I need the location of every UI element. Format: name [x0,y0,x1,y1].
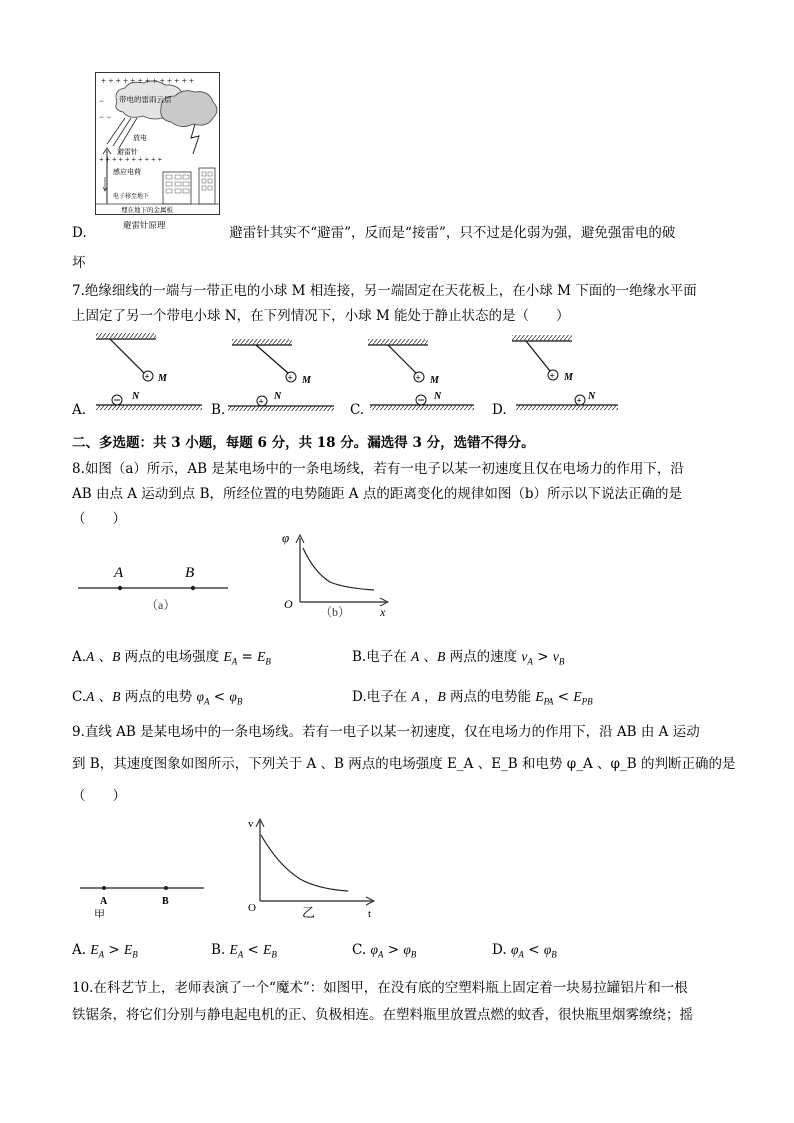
svg-text:B: B [162,896,169,907]
svg-text:A: A [100,896,108,907]
svg-text:O: O [248,902,256,914]
q7-option-b[interactable]: B. [211,402,226,418]
q9-text-line3: （ ） [72,788,126,804]
q7-figure-b [228,339,334,411]
option-d-text-cont: 坏 [72,255,86,271]
svg-text:甲: 甲 [94,909,105,918]
svg-text:N: N [588,391,596,402]
svg-text:v: v [248,818,254,830]
svg-text:O: O [284,597,293,611]
svg-text:A: A [114,565,124,581]
q9-text-line2: 到 B，其速度图象如图所示，下列关于 A 、B 两点的电场强度 E_A 、E_B 和电势 φ_A 、φ_B 的判断正确的是 [72,756,736,772]
figure-caption: 避雷针原理 [123,220,166,230]
q8-text-line1: 8.如图（a）所示，AB 是某电场中的一条电场线，若有一电子以某一初速度且仅在电场力的作用下，沿 [72,461,684,477]
q9-option-d[interactable]: D. $\varphi_A < \varphi_B$ [492,942,557,960]
q6-option-d [72,221,675,241]
electron-label: 电子移至地下 [113,194,150,200]
svg-text:M: M [302,375,311,386]
svg-text:M: M [564,372,573,383]
svg-text:+: + [549,370,555,381]
q7-figure-d [512,335,618,410]
svg-text:+: + [144,371,150,382]
q8-option-b[interactable]: B.电子在 A 、B 两点的速度 $v_A > v_B$ [352,649,565,667]
q10-text-line2: 铁锯条，将它们分别与静电起电机的正、负极相连。在塑料瓶里放置点燃的蚊香，很快瓶里烟雾缭绕；摇 [72,1007,693,1023]
q7-option-c[interactable]: C. [350,402,365,418]
q7-option-a[interactable]: A. [72,402,87,418]
svg-text:N: N [274,391,282,402]
q7-text-line2: 上固定了另一个带电小球 N，在下列情况下，小球 M 能处于静止状态的是（ ） [72,308,570,324]
discharge-label: 放电 [133,134,147,142]
q7-figure-a [96,333,202,410]
q9-figure-yi [244,815,384,921]
rod-label: 避雷针 [117,148,138,156]
cloud-label: 带电的雷雨云层 [119,95,172,104]
svg-text:M: M [430,375,439,386]
svg-text:N: N [132,391,140,402]
svg-text:+: + [576,395,582,406]
svg-text:乙: 乙 [302,905,316,920]
q9-option-b[interactable]: B. $E_A < E_B$ [211,942,277,960]
q8-text-line3: （ ） [72,511,126,527]
induced-label: 感应电荷 [113,168,141,176]
svg-text:（b）: （b） [320,605,351,618]
q7-figure-c [368,339,474,410]
option-d-text: 避雷针其实不“避雷”，反而是“接雷”，只不过是化弱为强，避免强雷电的破 [229,225,676,241]
svg-text:+: + [287,372,293,383]
q9-figure-jia [80,878,210,918]
q8-text-line2: AB 由点 A 运动到点 B，所经位置的电势随距 A 点的距离变化的规律如图（b）所示以下说法正确的是 [72,486,682,502]
plate-label: 埋在地下的金属板 [121,207,173,214]
q8-option-d[interactable]: D.电子在 A ，B 两点的电势能 $E_{PA} < E_{PB}$ [352,689,593,707]
svg-text:− −: − − [99,112,112,122]
svg-text:M: M [158,373,167,384]
svg-text:φ: φ [282,530,290,545]
q8-figure-b [278,530,398,618]
q8-figure-a [78,555,233,615]
svg-text:t: t [368,908,372,920]
svg-text:x: x [380,605,386,618]
svg-text:+: + [258,396,264,407]
q9-option-a[interactable]: A. $E_A > E_B$ [72,942,138,960]
svg-text:（a）: （a） [146,598,176,612]
q7-text-line1: 7.绝缘细线的一端与一带正电的小球 M 相连接，另一端固定在天花板上，在小球 M 下面的一绝缘水平面 [72,283,697,299]
lightning-rod-figure [95,72,220,232]
q9-option-c[interactable]: C. $\varphi_A > \varphi_B$ [352,942,417,960]
q10-text-line1: 10.在科艺节上，老师表演了一个“魔术”：如图甲，在没有底的空塑料瓶上固定着一块易拉罐铝片和一根 [72,980,688,996]
section-title: 二、多选题：共 3 小题，每题 6 分，共 18 分。漏选得 3 分，选错不得分。 [72,435,535,451]
svg-text:−: − [99,96,105,106]
svg-text:N: N [434,391,442,402]
q8-option-c[interactable]: C.A 、B 两点的电势 $\varphi_A < \varphi_B$ [72,689,243,707]
q8-option-a[interactable]: A.A 、B 两点的电场强度 $E_A = E_B$ [72,649,271,667]
svg-text:B: B [185,565,195,581]
svg-text:+ + + + + + + + + + + + +: + + + + + + + + + + + + + [101,76,194,86]
option-label: D. [72,225,87,241]
svg-text:+: + [415,372,421,383]
q7-option-d[interactable]: D. [492,402,507,418]
svg-text:+ + + + + + + + + +: + + + + + + + + + + [99,155,163,164]
q9-text-line1: 9.直线 AB 是某电场中的一条电场线。若有一电子以某一初速度，仅在电场力的作用下，沿 AB 由 A 运动 [72,724,700,740]
